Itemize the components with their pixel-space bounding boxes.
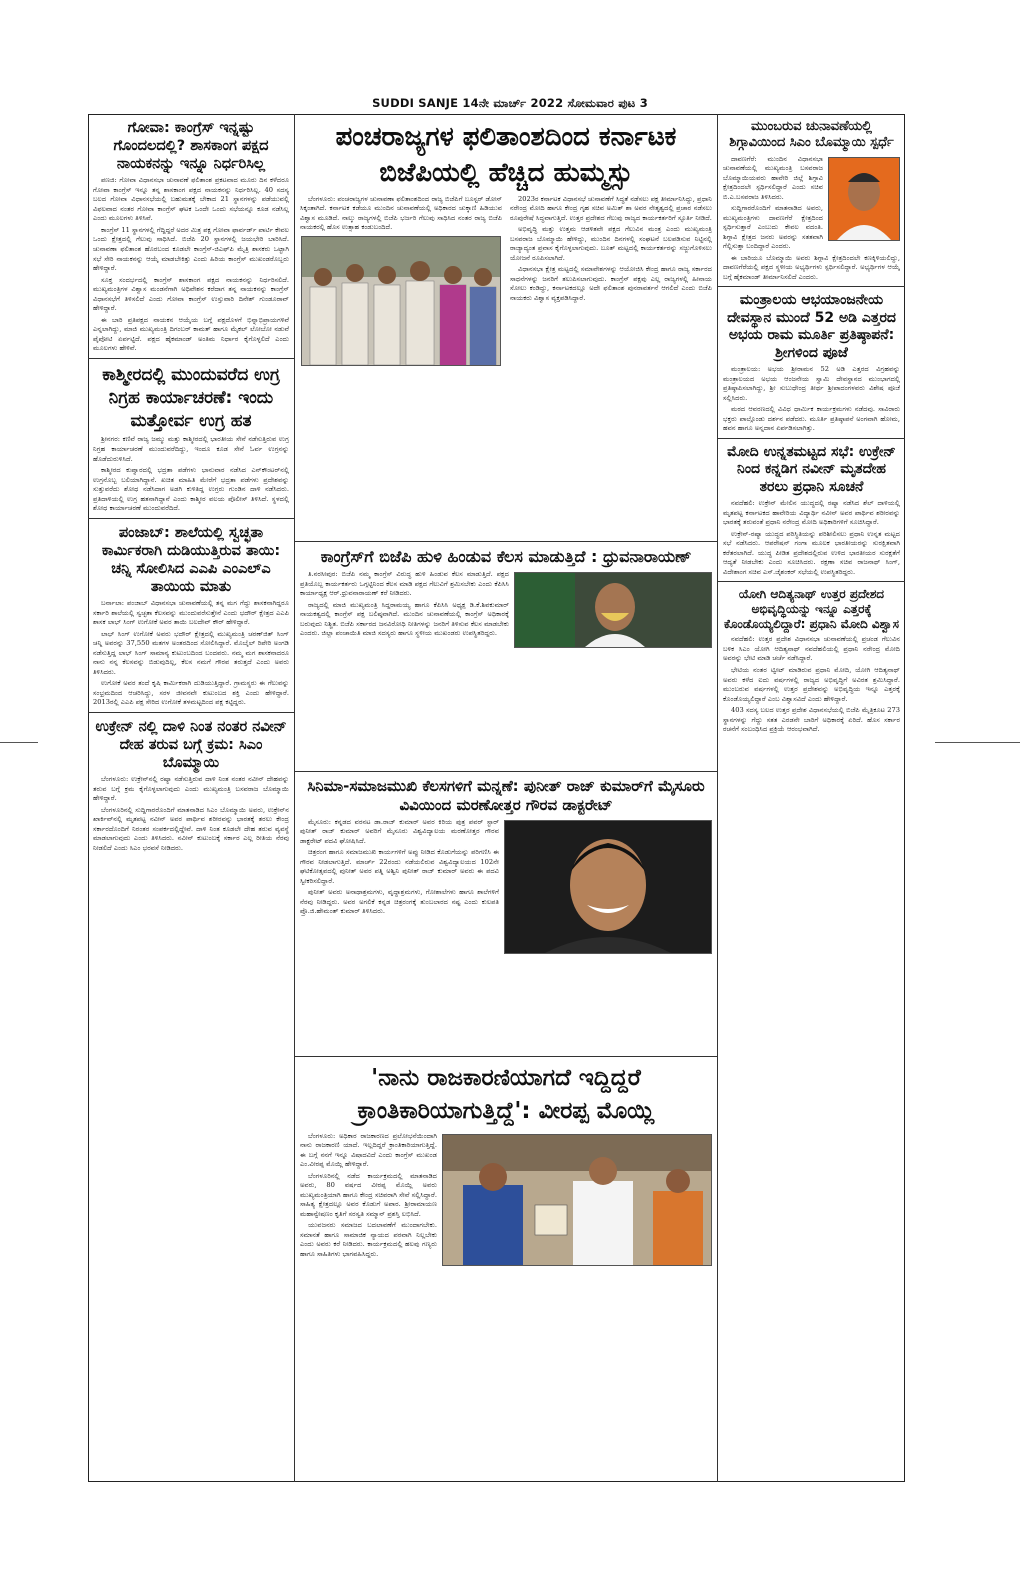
headline-punjab: ಪಂಜಾಬ್: ಶಾಲೆಯಲ್ಲಿ ಸ್ವಚ್ಛತಾ ಕಾರ್ಮಿಕರಾಗಿ ದುಡಿಯುತ್ತಿರುವ ತಾಯಿ: ಚನ್ನಿ ಸೋಲಿಸಿದ ಎಎಪಿ ಎಂಎಲ್‌ಎ ತಾಯಿಯ ಮಾತು: [101, 524, 281, 595]
paragraph: ತಿ.ನರಸೀಪುರ: ಬಿಜೆಪಿ ನಮ್ಮ ಕಾಂಗ್ರೆಸ್ ವಿರುದ್ಧ ಹುಳಿ ಹಿಂಡುವ ಕೆಲಸ ಮಾಡುತ್ತಿದೆ. ಪಕ್ಷದ ಪ್ರತಿಯೊಬ್ಬ ಕಾರ್ಯಕರ್ತರು ಒಗ್ಗಟ್ಟಿನಿಂದ ಕೆಲಸ ಮಾಡಿ ಪಕ್ಷದ ಗೆಲುವಿಗೆ ಶ್ರಮಿಸಬೇಕು ಎಂದು ಕೆಪಿಸಿಸಿ ಕಾರ್ಯಾಧ್ಯಕ್ಷ ಆರ್.ಧ್ರುವನಾರಾಯಣ್ ಕರೆ ನೀಡಿದರು.: [300, 570, 509, 598]
paragraph: ಬೆಂಗಳೂರು: ಪಂಚರಾಜ್ಯಗಳ ಚುನಾವಣಾ ಫಲಿತಾಂಶದಿಂದ ರಾಜ್ಯ ಬಿಜೆಪಿಗೆ ಬೂಸ್ಟರ್ ಡೋಸ್ ಸಿಕ್ಕಂತಾಗಿದೆ. ಕರ್ನಾಟಕ ಕಡೆಯೂ ಮುಂದಿನ ಚುನಾವಣೆಯಲ್ಲಿ ಅಧಿಕಾರದ ಚುಕ್ಕಾಣಿ ಹಿಡಿಯುವ ವಿಶ್ವಾಸ ಮೂಡಿದೆ. ನಾಲ್ಕು ರಾಜ್ಯಗಳಲ್ಲಿ ಬಿಜೆಪಿ ಭರ್ಜರಿ ಗೆಲುವು ಸಾಧಿಸಿದ ನಂತರ ರಾಜ್ಯ ಬಿಜೆಪಿ ನಾಯಕರಲ್ಲಿ ಹೊಸ ಉತ್ಸಾಹ ಕಂಡುಬಂದಿದೆ.: [300, 194, 502, 232]
article-body: [300, 195, 712, 366]
paragraph: ಮಠದ ಆವರಣದಲ್ಲಿ ವಿವಿಧ ಧಾರ್ಮಿಕ ಕಾರ್ಯಕ್ರಮಗಳು ನಡೆದವು. ಸಾವಿರಾರು ಭಕ್ತರು ಪಾಲ್ಗೊಂಡು ದರ್ಶನ ಪಡೆದರು. ಮೂರ್ತಿ ಪ್ರತಿಷ್ಠಾಪನೆ ಅಂಗವಾಗಿ ಹೋಮ, ಹವನ ಹಾಗೂ ಅನ್ನದಾನ ಏರ್ಪಡಿಸಲಾಗಿತ್ತು.: [723, 405, 900, 433]
article-dhruvanarayan: [295, 542, 717, 772]
headline-puneeth-doctorate: ಸಿನಿಮಾ-ಸಮಾಜಮುಖಿ ಕೆಲಸಗಳಿಗೆ ಮನ್ನಣೆ: ಪುನೀತ್ ರಾಜ್ ಕುಮಾರ್‌ಗೆ ಮೈಸೂರು ವಿವಿಯಿಂದ ಮರಣೋತ್ತರ ಗೌರವ ಡಾಕ್ಟರೇಟ್: [307, 777, 705, 814]
paragraph: ಈ ಬಾರಿಯೂ ಬೊಮ್ಮಾಯಿ ಅವರು ಶಿಗ್ಗಾವಿ ಕ್ಷೇತ್ರದಿಂದಲೇ ಕಣಕ್ಕಿಳಿಯಲಿದ್ದು, ದಾವಣಗೆರೆಯಲ್ಲಿ ಪಕ್ಷದ ಸ್ಥಳೀಯ ಅಭ್ಯರ್ಥಿಗಳು ಸ್ಪರ್ಧಿಸಲಿದ್ದಾರೆ. ಅಭ್ಯರ್ಥಿಗಳ ಆಯ್ಕೆ ಬಗ್ಗೆ ಹೈಕಮಾಂಡ್ ತೀರ್ಮಾನಿಸಲಿದೆ ಎಂದರು.: [723, 253, 900, 281]
article-body: [93, 176, 289, 353]
paragraph: ಬೆಂಗಳೂರಿನಲ್ಲಿ ಸುದ್ದಿಗಾರರೊಂದಿಗೆ ಮಾತನಾಡಿದ ಸಿಎಂ ಬೊಮ್ಮಾಯಿ ಅವರು, ಉಕ್ರೇನ್‌ನ ಖಾರ್ಕಿವ್‌ನಲ್ಲಿ ಮೃತಪಟ್ಟ ನವೀನ್ ಅವರ ಪಾರ್ಥಿವ ಶರೀರವನ್ನು ಭಾರತಕ್ಕೆ ತರಲು ಕೇಂದ್ರ ಸರ್ಕಾರದೊಂದಿಗೆ ನಿರಂತರ ಸಂಪರ್ಕದಲ್ಲಿದ್ದೇವೆ. ದಾಳಿ ನಿಂತ ಕೂಡಲೇ ದೇಹ ತರುವ ವ್ಯವಸ್ಥೆ ಮಾಡಲಾಗುವುದು ಎಂದು ತಿಳಿಸಿದರು. ನವೀನ್ ಕುಟುಂಬಕ್ಕೆ ಸರ್ಕಾರ ಎಲ್ಲ ರೀತಿಯ ನೆರವು ನೀಡಲಿದೆ ಎಂದು ಸಿಎಂ ಭರವಸೆ ನೀಡಿದರು.: [93, 805, 289, 852]
article-body: [723, 635, 900, 734]
dhruvanarayan-photo: [514, 572, 712, 648]
headline-ukraine-cm: ಉಕ್ರೇನ್ ನಲ್ಲಿ ದಾಳಿ ನಿಂತ ನಂತರ ನವೀನ್ ದೇಹ ತರುವ ಬಗ್ಗೆ ಕ್ರಮ: ಸಿಎಂ ಬೊಮ್ಮಾಯಿ: [95, 718, 287, 772]
paragraph: ಶ್ರೀನಗರ: ಕಣಿವೆ ರಾಜ್ಯ ಜಮ್ಮು ಮತ್ತು ಕಾಶ್ಮೀರದಲ್ಲಿ ಭಾರತೀಯ ಸೇನೆ ನಡೆಸುತ್ತಿರುವ ಉಗ್ರ ನಿಗ್ರಹ ಕಾರ್ಯಾಚರಣೆ ಮುಂದುವರೆದಿದ್ದು, ಇಂದೂ ಕೂಡ ಸೇನೆ ಓರ್ವ ಉಗ್ರನನ್ನು ಹೊಡೆದುರುಳಿಸಿದೆ.: [93, 435, 289, 463]
headline-dhruvanarayan: ಕಾಂಗ್ರೆಸ್‌ಗೆ ಬಿಜೆಪಿ ಹುಳಿ ಹಿಂಡುವ ಕೆಲಸ ಮಾಡುತ್ತಿದೆ : ಧ್ರುವನಾರಾಯಣ್: [320, 547, 692, 566]
moily-event-photo: [442, 1134, 712, 1266]
paragraph: ಯುವಜನರು ಸಮಾಜದ ಬದಲಾವಣೆಗೆ ಮುಂದಾಗಬೇಕು. ಸಮಾನತೆ ಹಾಗೂ ಸಾಮಾಜಿಕ ನ್ಯಾಯದ ಪರವಾಗಿ ನಿಲ್ಲಬೇಕು ಎಂದು ಅವರು ಕರೆ ನೀಡಿದರು. ಕಾರ್ಯಕ್ರಮದಲ್ಲಿ ಹಲವು ಗಣ್ಯರು ಹಾಗೂ ಸಾಹಿತಿಗಳು ಭಾಗವಹಿಸಿದ್ದರು.: [300, 1221, 437, 1258]
paragraph: ಉಗೋಕೆ ಅವರ ತಂದೆ ಕೃಷಿ ಕಾರ್ಮಿಕರಾಗಿ ದುಡಿಯುತ್ತಿದ್ದಾರೆ. ಗ್ರಾಮಸ್ಥರು ಈ ಗೆಲುವನ್ನು ಸಂಭ್ರಮದಿಂದ ಆಚರಿಸಿದ್ದು, ಸರಳ ಜೀವನವೇ ಕುಟುಂಬದ ಶಕ್ತಿ ಎಂದು ಹೇಳಿದ್ದಾರೆ. 2013ರಲ್ಲಿ ಎಎಪಿ ಪಕ್ಷ ಸೇರಿದ ಉಗೋಕೆ ತಳಮಟ್ಟದಿಂದ ಪಕ್ಷ ಕಟ್ಟಿದ್ದರು.: [93, 679, 289, 707]
paragraph: ಸುದ್ದಿಗಾರರೊಂದಿಗೆ ಮಾತನಾಡಿದ ಅವರು, ಮುಖ್ಯಮಂತ್ರಿಗಳು ದಾವಣಗೆರೆ ಕ್ಷೇತ್ರದಿಂದ ಸ್ಪರ್ಧಿಸುತ್ತಾರೆ ಎಂಬುದು ಕೇವಲ ವದಂತಿ. ಶಿಗ್ಗಾವಿ ಕ್ಷೇತ್ರದ ಜನರು ಅವರನ್ನು ಸತತವಾಗಿ ಗೆಲ್ಲಿಸುತ್ತಾ ಬಂದಿದ್ದಾರೆ ಎಂದರು.: [723, 204, 823, 251]
paragraph: ನವದೆಹಲಿ: ಉತ್ತರ ಪ್ರದೇಶ ವಿಧಾನಸಭಾ ಚುನಾವಣೆಯಲ್ಲಿ ಪ್ರಚಂಡ ಗೆಲುವಿನ ಬಳಿಕ ಸಿಎಂ ಯೋಗಿ ಆದಿತ್ಯನಾಥ್ ನವದೆಹಲಿಯಲ್ಲಿ ಪ್ರಧಾನಿ ನರೇಂದ್ರ ಮೋದಿ ಅವರನ್ನು ಭೇಟಿ ಮಾಡಿ ಚರ್ಚೆ ನಡೆಸಿದ್ದಾರೆ.: [723, 635, 900, 663]
article-body: [93, 599, 289, 708]
paragraph: ಮೈಸೂರು: ಕನ್ನಡದ ವರನಟ ಡಾ.ರಾಜ್ ಕುಮಾರ್ ಅವರ ಕಿರಿಯ ಪುತ್ರ ಪವರ್ ಸ್ಟಾರ್ ಪುನೀತ್ ರಾಜ್ ಕುಮಾರ್ ಅವರಿಗೆ ಮೈಸೂರು ವಿಶ್ವವಿದ್ಯಾಲಯ ಮರಣೋತ್ತರ ಗೌರವ ಡಾಕ್ಟರೇಟ್ ಪದವಿ ಘೋಷಿಸಿದೆ.: [300, 817, 499, 845]
article-modi-naveen: [718, 439, 905, 583]
paragraph: ಭೇಟಿಯ ನಂತರ ಟ್ವೀಟ್ ಮಾಡಿರುವ ಪ್ರಧಾನಿ ಮೋದಿ, ಯೋಗಿ ಆದಿತ್ಯನಾಥ್ ಅವರು ಕಳೆದ ಐದು ವರ್ಷಗಳಲ್ಲಿ ರಾಜ್ಯದ ಅಭಿವೃದ್ಧಿಗೆ ಅವಿರತ ಶ್ರಮಿಸಿದ್ದಾರೆ. ಮುಂಬರುವ ವರ್ಷಗಳಲ್ಲಿ ಉತ್ತರ ಪ್ರದೇಶವನ್ನು ಅಭಿವೃದ್ಧಿಯ ಇನ್ನೂ ಎತ್ತರಕ್ಕೆ ಕೊಂಡೊಯ್ಯಲಿದ್ದಾರೆ ಎಂಬ ವಿಶ್ವಾಸವಿದೆ ಎಂದು ಹೇಳಿದ್ದಾರೆ.: [723, 665, 900, 703]
right-column: [718, 114, 905, 1482]
article-goa-congress: [88, 114, 294, 359]
puneeth-portrait-photo: [504, 820, 712, 954]
middle-column: [295, 114, 718, 1482]
paragraph: ವಿಧಾನಸಭಾ ಕ್ಷೇತ್ರ ಮಟ್ಟದಲ್ಲಿ ಸಮಾವೇಶಗಳನ್ನು ಆಯೋಜಿಸಿ ಕೇಂದ್ರ ಹಾಗೂ ರಾಜ್ಯ ಸರ್ಕಾರದ ಸಾಧನೆಗಳನ್ನು ಜನರಿಗೆ ತಲುಪಿಸಲಾಗುವುದು. ಕಾಂಗ್ರೆಸ್ ಪಕ್ಷವು ಎಲ್ಲ ರಾಜ್ಯಗಳಲ್ಲಿ ಹೀನಾಯ ಸೋಲು ಕಂಡಿದ್ದು, ಕರ್ನಾಟಕದಲ್ಲೂ ಅದೇ ಫಲಿತಾಂಶ ಪುನರಾವರ್ತನೆ ಆಗಲಿದೆ ಎಂದು ಬಿಜೆಪಿ ನಾಯಕರು ವಿಶ್ವಾಸ ವ್ಯಕ್ತಪಡಿಸಿದ್ದಾರೆ.: [510, 265, 712, 302]
paragraph: ಅಭಿವೃದ್ಧಿ ಮತ್ತು ಉತ್ತಮ ಆಡಳಿತವೇ ಪಕ್ಷದ ಗೆಲುವಿನ ಮಂತ್ರ ಎಂದು ಮುಖ್ಯಮಂತ್ರಿ ಬಸವರಾಜ ಬೊಮ್ಮಾಯಿ ಹೇಳಿದ್ದು, ಮುಂದಿನ ದಿನಗಳಲ್ಲಿ ಸಂಘಟನೆ ಬಲಪಡಿಸುವ ನಿಟ್ಟಿನಲ್ಲಿ ರಾಜ್ಯಾದ್ಯಂತ ಪ್ರವಾಸ ಕೈಗೊಳ್ಳಲಾಗುವುದು. ಬೂತ್ ಮಟ್ಟದಲ್ಲಿ ಕಾರ್ಯಕರ್ತರನ್ನು ಸಜ್ಜುಗೊಳಿಸಲು ಯೋಜನೆ ರೂಪಿಸಲಾಗಿದೆ.: [510, 225, 712, 262]
headline-yogi-modi: ಯೋಗಿ ಆದಿತ್ಯನಾಥ್ ಉತ್ತರ ಪ್ರದೇಶದ ಅಭಿವೃದ್ಧಿಯನ್ನು ಇನ್ನೂ ಎತ್ತರಕ್ಕೆ ಕೊಂಡೊಯ್ಯಲಿದ್ದಾರೆ: ಪ್ರಧಾನಿ ಮೋದಿ ವಿಶ್ವಾಸ: [723, 587, 900, 632]
paragraph: ದಾವಣಗೆರೆ: ಮುಂದಿನ ವಿಧಾನಸಭಾ ಚುನಾವಣೆಯಲ್ಲಿ ಮುಖ್ಯಮಂತ್ರಿ ಬಸವರಾಜ ಬೊಮ್ಮಾಯಿಯವರು ಹಾವೇರಿ ಜಿಲ್ಲೆ ಶಿಗ್ಗಾವಿ ಕ್ಷೇತ್ರದಿಂದಲೇ ಸ್ಪರ್ಧಿಸಲಿದ್ದಾರೆ ಎಂದು ಸಚಿವ ಬಿ.ಎ.ಬಸವರಾಜ ತಿಳಿಸಿದರು.: [723, 154, 823, 201]
article-kashmir: [88, 359, 294, 519]
paragraph: ನವದೆಹಲಿ: ಉಕ್ರೇನ್ ಮೇಲಿನ ಯುದ್ಧದಲ್ಲಿ ರಷ್ಯಾ ನಡೆಸಿದ ಶೆಲ್ ದಾಳಿಯಲ್ಲಿ ಮೃತಪಟ್ಟ ಕರ್ನಾಟಕದ ಹಾವೇರಿಯ ವಿದ್ಯಾರ್ಥಿ ನವೀನ್ ಅವರ ಪಾರ್ಥಿವ ಶರೀರವನ್ನು ಭಾರತಕ್ಕೆ ತರುವಂತೆ ಪ್ರಧಾನಿ ನರೇಂದ್ರ ಮೋದಿ ಅಧಿಕಾರಿಗಳಿಗೆ ಸೂಚಿಸಿದ್ದಾರೆ.: [723, 499, 900, 527]
headline-bjp-karnataka: ಪಂಚರಾಜ್ಯಗಳ ಫಲಿತಾಂಶದಿಂದ ಕರ್ನಾಟಕ ಬಿಜೆಪಿಯಲ್ಲಿ ಹೆಚ್ಚಿದ ಹುಮ್ಮಸ್ಸು: [335, 122, 677, 189]
paragraph: ಬೆಂಗಳೂರಿನಲ್ಲಿ ನಡೆದ ಕಾರ್ಯಕ್ರಮದಲ್ಲಿ ಮಾತನಾಡಿದ ಅವರು, 80 ವರ್ಷದ ವೀರಪ್ಪ ಮೊಯ್ಲಿ ಅವರು ಮುಖ್ಯಮಂತ್ರಿಯಾಗಿ ಹಾಗೂ ಕೇಂದ್ರ ಸಚಿವರಾಗಿ ಸೇವೆ ಸಲ್ಲಿಸಿದ್ದಾರೆ. ಸಾಹಿತ್ಯ ಕ್ಷೇತ್ರದಲ್ಲೂ ಅವರ ಕೊಡುಗೆ ಅಪಾರ. ಶ್ರೀರಾಮಾಯಣ ಮಹಾನ್ವೇಷಣಂ ಕೃತಿಗೆ ಸರಸ್ವತಿ ಸಮ್ಮಾನ್ ಪ್ರಶಸ್ತಿ ಲಭಿಸಿದೆ.: [300, 1171, 437, 1218]
left-column: [88, 114, 295, 1482]
paragraph: ಬೆಂಗಳೂರು: ಉಕ್ರೇನ್‌ನಲ್ಲಿ ರಷ್ಯಾ ನಡೆಸುತ್ತಿರುವ ದಾಳಿ ನಿಂತ ನಂತರ ನವೀನ್ ದೇಹವನ್ನು ತರುವ ಬಗ್ಗೆ ಕ್ರಮ ಕೈಗೊಳ್ಳಲಾಗುವುದು ಎಂದು ಮುಖ್ಯಮಂತ್ರಿ ಬಸವರಾಜ ಬೊಮ್ಮಾಯಿ ಹೇಳಿದ್ದಾರೆ.: [93, 775, 289, 803]
bommai-photo: [828, 157, 900, 241]
paragraph: ಈ ಬಾರಿ ಪ್ರತಿಪಕ್ಷದ ನಾಯಕನ ಆಯ್ಕೆಯ ಬಗ್ಗೆ ಪಕ್ಷದೊಳಗೆ ಭಿನ್ನಾಭಿಪ್ರಾಯಗಳಿವೆ ಎನ್ನಲಾಗಿದ್ದು, ಮಾಜಿ ಮುಖ್ಯಮಂತ್ರಿ ದಿಗಂಬರ್ ಕಾಮತ್ ಹಾಗೂ ಮೈಕಲ್ ಲೋಬೋ ನಡುವೆ ಪೈಪೋಟಿ ಏರ್ಪಟ್ಟಿದೆ. ಪಕ್ಷದ ಹೈಕಮಾಂಡ್ ಅಂತಿಮ ನಿರ್ಧಾರ ಕೈಗೊಳ್ಳಲಿದೆ ಎಂದು ಮೂಲಗಳು ಹೇಳಿವೆ.: [93, 315, 289, 353]
paragraph: ಸೂಕ್ತ ಸಂದರ್ಭದಲ್ಲಿ ಕಾಂಗ್ರೆಸ್ ಶಾಸಕಾಂಗ ಪಕ್ಷದ ನಾಯಕನನ್ನು ನಿರ್ಧರಿಸಲಿದೆ. ಮುಖ್ಯಮಂತ್ರಿಗಳ ವಿಶ್ವಾಸ ಮಂಡನೆಗಾಗಿ ಅಧಿವೇಶನ ಕರೆದಾಗ ತನ್ನ ನಾಯಕನನ್ನು ಕಾಂಗ್ರೆಸ್ ವಿಧಾನಸಭೆಗೆ ತಿಳಿಸಲಿದೆ ಎಂದು ಗೋವಾ ಕಾಂಗ್ರೆಸ್ ಉಸ್ತುವಾರಿ ದಿನೇಶ್ ಗುಂಡೂರಾವ್ ಹೇಳಿದ್ದಾರೆ.: [93, 275, 289, 313]
headline-mantralaya: ಮಂತ್ರಾಲಯ ಆಭಯಾಂಜನೇಯ ದೇವಸ್ಥಾನ ಮುಂದೆ 52 ಅಡಿ ಎತ್ತರದ ಅಭಯ ರಾಮ ಮೂರ್ತಿ ಪ್ರತಿಷ್ಠಾಪನೆ: ಶ್ರೀಗಳಿಂದ ಪೂಜೆ: [727, 292, 896, 361]
paragraph: ಬೆಂಗಳೂರು: ಅಧಿಕಾರ ರಾಜಕಾರಣದ ಪ್ರಲೋಭನೆಯಿಂದಾಗಿ ನಾನು ರಾಜಕಾರಣಿ ಯಾದೆ. ಇಲ್ಲದಿದ್ದರೆ ಕ್ರಾಂತಿಕಾರಿಯಾಗುತ್ತಿದ್ದೆ. ಈ ಬಗ್ಗೆ ನನಗೆ ಇನ್ನೂ ವಿಷಾದವಿದೆ ಎಂದು ಕಾಂಗ್ರೆಸ್ ಮುಖಂಡ ಎಂ.ವೀರಪ್ಪ ಮೊಯ್ಲಿ ಹೇಳಿದ್ದಾರೆ.: [300, 1131, 437, 1169]
article-bjp-karnataka: [295, 114, 717, 542]
paragraph: ಪುನೀತ್ ಅವರು ಅನಾಥಾಶ್ರಮಗಳು, ವೃದ್ಧಾಶ್ರಮಗಳು, ಗೋಶಾಲೆಗಳು ಹಾಗೂ ಶಾಲೆಗಳಿಗೆ ನೆರವು ನೀಡಿದ್ದರು. ಅವರ ಅಗಲಿಕೆ ಕನ್ನಡ ಚಿತ್ರರಂಗಕ್ಕೆ ತುಂಬಲಾರದ ನಷ್ಟ ಎಂದು ಕುಲಪತಿ ಪ್ರೊ.ಜಿ.ಹೇಮಂತ್ ಕುಮಾರ್ ತಿಳಿಸಿದರು.: [300, 888, 499, 916]
headline-bommai-shiggaon: ಮುಂಬರುವ ಚುನಾವಣೆಯಲ್ಲಿ ಶಿಗ್ಗಾವಿಯಿಂದ ಸಿಎಂ ಬೊಮ್ಮಾಯಿ ಸ್ಪರ್ಧೆ: [729, 119, 894, 151]
paragraph: 403 ಸದಸ್ಯ ಬಲದ ಉತ್ತರ ಪ್ರದೇಶ ವಿಧಾನಸಭೆಯಲ್ಲಿ ಬಿಜೆಪಿ ಮೈತ್ರಿಕೂಟ 273 ಸ್ಥಾನಗಳನ್ನು ಗೆದ್ದು ಸತತ ಎರಡನೇ ಬಾರಿಗೆ ಅಧಿಕಾರಕ್ಕೆ ಏರಿದೆ. ಹೊಸ ಸರ್ಕಾರ ರಚನೆಗೆ ಸಂಬಂಧಿಸಿದ ಪ್ರಕ್ರಿಯೆ ಆರಂಭವಾಗಿದೆ.: [723, 706, 900, 734]
headline-modi-naveen: ಮೋದಿ ಉನ್ನತಮಟ್ಟದ ಸಭೆ: ಉಕ್ರೇನ್ ನಿಂದ ಕನ್ನಡಿಗ ನವೀನ್ ಮೃತದೇಹ ತರಲು ಪ್ರಧಾನಿ ಸೂಚನೆ: [727, 443, 896, 495]
paragraph: ಮಂತ್ರಾಲಯ: ಅಭಯ ಶ್ರೀರಾಮನ 52 ಅಡಿ ಎತ್ತರದ ವಿಗ್ರಹವನ್ನು ಮಂತ್ರಾಲಯದ ಅಭಯ ಆಂಜನೇಯ ಸ್ವಾಮಿ ದೇವಸ್ಥಾನದ ಮುಂಭಾಗದಲ್ಲಿ ಪ್ರತಿಷ್ಠಾಪಿಸಲಾಗಿದ್ದು, ಶ್ರೀ ಸುಬುಧೇಂದ್ರ ತೀರ್ಥ ಶ್ರೀಪಾದಂಗಳವರು ವಿಶೇಷ ಪೂಜೆ ಸಲ್ಲಿಸಿದರು.: [723, 365, 900, 402]
paragraph: ರಾಜ್ಯದಲ್ಲಿ ಮಾಜಿ ಮುಖ್ಯಮಂತ್ರಿ ಸಿದ್ದರಾಮಯ್ಯ ಹಾಗೂ ಕೆಪಿಸಿಸಿ ಅಧ್ಯಕ್ಷ ಡಿ.ಕೆ.ಶಿವಕುಮಾರ್ ನಾಯಕತ್ವದಲ್ಲಿ ಕಾಂಗ್ರೆಸ್ ಪಕ್ಷ ಬಲಿಷ್ಠವಾಗಿದೆ. ಮುಂದಿನ ಚುನಾವಣೆಯಲ್ಲಿ ಕಾಂಗ್ರೆಸ್ ಅಧಿಕಾರಕ್ಕೆ ಬರುವುದು ನಿಶ್ಚಿತ. ಬಿಜೆಪಿ ಸರ್ಕಾರದ ಜನವಿರೋಧಿ ನೀತಿಗಳನ್ನು ಜನರಿಗೆ ತಿಳಿಸುವ ಕೆಲಸ ಮಾಡಬೇಕು ಎಂದರು. ಜಿಲ್ಲಾ ಪಂಚಾಯಿತಿ ಮಾಜಿ ಸದಸ್ಯರು ಹಾಗೂ ಸ್ಥಳೀಯ ಮುಖಂಡರು ಉಪಸ್ಥಿತರಿದ್ದರು.: [300, 600, 509, 638]
paragraph: ಪಣಜಿ: ಗೋವಾ ವಿಧಾನಸಭಾ ಚುನಾವಣೆ ಫಲಿತಾಂಶ ಪ್ರಕಟವಾದ ಮೂರು ದಿನ ಕಳೆದರೂ ಗೋವಾ ಕಾಂಗ್ರೆಸ್ ಇನ್ನೂ ತನ್ನ ಶಾಸಕಾಂಗ ಪಕ್ಷದ ನಾಯಕನನ್ನು ನಿರ್ಧರಿಸಿಲ್ಲ. 40 ಸದಸ್ಯ ಬಲದ ಗೋವಾ ವಿಧಾನಸಭೆಯಲ್ಲಿ ಬಹುಮತಕ್ಕೆ ಬೇಕಾದ 21 ಸ್ಥಾನಗಳನ್ನು ಪಡೆಯುವಲ್ಲಿ ವಿಫಲವಾದ ನಂತರ ಗೋವಾ ಕಾಂಗ್ರೆಸ್ ಘಟಕ ಒಂದೇ ಒಂದು ಸಭೆಯನ್ನೂ ಕೂಡ ನಡೆಸಿಲ್ಲ ಎಂದು ಮೂಲಗಳು ತಿಳಿಸಿವೆ.: [93, 176, 289, 223]
bjp-leaders-photo: [301, 236, 501, 366]
headline-goa-congress: ಗೋವಾ: ಕಾಂಗ್ರೆಸ್ ಇನ್ನಷ್ಟು ಗೊಂದಲದಲ್ಲಿ? ಶಾಸಕಾಂಗ ಪಕ್ಷದ ನಾಯಕನನ್ನು ಇನ್ನೂ ನಿರ್ಧರಿಸಿಲ್ಲ: [113, 120, 269, 173]
article-puneeth-doctorate: [295, 772, 717, 1057]
paragraph: ಕಾಂಗ್ರೆಸ್ 11 ಸ್ಥಾನಗಳಲ್ಲಿ ಗೆದ್ದಿದ್ದರೆ ಅದರ ಮಿತ್ರ ಪಕ್ಷ ಗೋವಾ ಫಾರ್ವರ್ಡ್ ಪಾರ್ಟಿ ಕೇವಲ ಒಂದು ಕ್ಷೇತ್ರದಲ್ಲಿ ಗೆಲುವು ಸಾಧಿಸಿದೆ. ಬಿಜೆಪಿ 20 ಸ್ಥಾನಗಳಲ್ಲಿ ಜಯಭೇರಿ ಬಾರಿಸಿದೆ. ಚುನಾವಣಾ ಫಲಿತಾಂಶ ಹೊರಬಂದ ಕೂಡಲೇ ಕಾಂಗ್ರೆಸ್-ಜಿಎಫ್‌ಪಿ ಮೈತ್ರಿ ಶಾಸಕರು ಒಟ್ಟಾಗಿ ಸಭೆ ಸೇರಿ ನಾಯಕನನ್ನು ಆಯ್ಕೆ ಮಾಡಬೇಕಿತ್ತು ಎಂದು ಹಿರಿಯ ಕಾಂಗ್ರೆಸ್ ಮುಖಂಡರೊಬ್ಬರು ಹೇಳಿದ್ದಾರೆ.: [93, 225, 289, 273]
fold-mark-right: [935, 742, 1020, 743]
article-mantralaya: [718, 287, 905, 439]
article-body: [723, 499, 900, 577]
headline-veerappa-moily: 'ನಾನು ರಾಜಕಾರಣಿಯಾಗದೆ ಇದ್ದಿದ್ದರೆ ಕ್ರಾಂತಿಕಾರಿಯಾಗುತ್ತಿದ್ದೆ': ವೀರಪ್ಪ ಮೊಯ್ಲಿ: [357, 1065, 655, 1125]
paragraph: ಲಾಭ್ ಸಿಂಗ್ ಉಗೋಕೆ ಅವರು ಭದೌರ್ ಕ್ಷೇತ್ರದಲ್ಲಿ ಮುಖ್ಯಮಂತ್ರಿ ಚರಣ್‌ಜಿತ್ ಸಿಂಗ್ ಚನ್ನಿ ಅವರನ್ನು 37,550 ಮತಗಳ ಅಂತರದಿಂದ ಸೋಲಿಸಿದ್ದಾರೆ. ಮೊಬೈಲ್ ರಿಪೇರಿ ಅಂಗಡಿ ನಡೆಸುತ್ತಿದ್ದ ಲಾಭ್ ಸಿಂಗ್ ಸಾಮಾನ್ಯ ಕುಟುಂಬದಿಂದ ಬಂದವರು. ನಮ್ಮ ಮಗ ಶಾಸಕನಾದರೂ ನಾನು ನನ್ನ ಕೆಲಸವನ್ನು ಬಿಡುವುದಿಲ್ಲ, ಕೆಲಸ ನಮಗೆ ಗೌರವ ತರುತ್ತದೆ ಎಂದು ಅವರು ತಿಳಿಸಿದರು.: [93, 629, 289, 676]
paragraph: ಬರ್ನಾಲಾ: ಪಂಜಾಬ್ ವಿಧಾನಸಭಾ ಚುನಾವಣೆಯಲ್ಲಿ ತನ್ನ ಮಗ ಗೆದ್ದು ಶಾಸಕನಾಗಿದ್ದರೂ ಸರ್ಕಾರಿ ಶಾಲೆಯಲ್ಲಿ ಸ್ವಚ್ಛತಾ ಕೆಲಸವನ್ನು ಮುಂದುವರೆಸುತ್ತೇನೆ ಎಂದು ಭದೌರ್ ಕ್ಷೇತ್ರದ ಎಎಪಿ ಶಾಸಕ ಲಾಭ್ ಸಿಂಗ್ ಉಗೋಕೆ ಅವರ ತಾಯಿ ಬಲದೇವ್ ಕೌರ್ ಹೇಳಿದ್ದಾರೆ.: [93, 599, 289, 627]
paragraph: 2023ರ ಕರ್ನಾಟಕ ವಿಧಾನಸಭೆ ಚುನಾವಣೆಗೆ ಸಿದ್ಧತೆ ನಡೆಸಲು ಪಕ್ಷ ತೀರ್ಮಾನಿಸಿದ್ದು, ಪ್ರಧಾನಿ ನರೇಂದ್ರ ಮೋದಿ ಹಾಗೂ ಕೇಂದ್ರ ಗೃಹ ಸಚಿವ ಅಮಿತ್ ಶಾ ಅವರ ನೇತೃತ್ವದಲ್ಲಿ ಪ್ರಚಾರ ನಡೆಸಲು ರೂಪುರೇಷೆ ಸಿದ್ಧವಾಗುತ್ತಿದೆ. ಉತ್ತರ ಪ್ರದೇಶದ ಗೆಲುವು ರಾಜ್ಯದ ಕಾರ್ಯಕರ್ತರಿಗೆ ಸ್ಫೂರ್ತಿ ನೀಡಿದೆ.: [510, 194, 712, 222]
paragraph: ಕಾಶ್ಮೀರದ ಕುಪ್ವಾರದಲ್ಲಿ ಭದ್ರತಾ ಪಡೆಗಳು ಭಾನುವಾರ ನಡೆಸಿದ ಎನ್‌ಕೌಂಟರ್‌ನಲ್ಲಿ ಉಗ್ರನೊಬ್ಬ ಬಲಿಯಾಗಿದ್ದಾನೆ. ಖಚಿತ ಮಾಹಿತಿ ಮೇರೆಗೆ ಭದ್ರತಾ ಪಡೆಗಳು ಪ್ರದೇಶವನ್ನು ಸುತ್ತುವರೆದು ಶೋಧ ನಡೆಸಿದಾಗ ಅಡಗಿ ಕುಳಿತಿದ್ದ ಉಗ್ರರು ಗುಂಡಿನ ದಾಳಿ ನಡೆಸಿದರು. ಪ್ರತಿದಾಳಿಯಲ್ಲಿ ಉಗ್ರ ಹತನಾಗಿದ್ದಾನೆ ಎಂದು ಕಾಶ್ಮೀರ ವಲಯ ಪೊಲೀಸ್ ತಿಳಿಸಿದೆ. ಸ್ಥಳದಲ್ಲಿ ಶೋಧ ಕಾರ್ಯಾಚರಣೆ ಮುಂದುವರೆದಿದೆ.: [93, 466, 289, 513]
paragraph: ಉಕ್ರೇನ್-ರಷ್ಯಾ ಯುದ್ಧದ ಪರಿಸ್ಥಿತಿಯನ್ನು ಪರಿಶೀಲಿಸಲು ಪ್ರಧಾನಿ ಉನ್ನತ ಮಟ್ಟದ ಸಭೆ ನಡೆಸಿದರು. ಆಪರೇಷನ್ ಗಂಗಾ ಮೂಲಕ ಭಾರತೀಯರನ್ನು ಸುರಕ್ಷಿತವಾಗಿ ಕರೆತರಲಾಗಿದೆ. ಯುದ್ಧ ಪೀಡಿತ ಪ್ರದೇಶದಲ್ಲಿರುವ ಉಳಿದ ಭಾರತೀಯರ ಸುರಕ್ಷತೆಗೆ ಆದ್ಯತೆ ನೀಡಬೇಕು ಎಂದು ಸೂಚಿಸಿದರು. ರಕ್ಷಣಾ ಸಚಿವ ರಾಜನಾಥ್ ಸಿಂಗ್, ವಿದೇಶಾಂಗ ಸಚಿವ ಎಸ್.ಜೈಶಂಕರ್ ಸಭೆಯಲ್ಲಿ ಉಪಸ್ಥಿತರಿದ್ದರು.: [723, 529, 900, 576]
paragraph: ಚಿತ್ರರಂಗ ಹಾಗೂ ಸಮಾಜಮುಖಿ ಕಾರ್ಯಗಳಿಗೆ ಅಪ್ಪು ನೀಡಿದ ಕೊಡುಗೆಯನ್ನು ಪರಿಗಣಿಸಿ ಈ ಗೌರವ ನೀಡಲಾಗುತ್ತಿದೆ. ಮಾರ್ಚ್ 22ರಂದು ನಡೆಯಲಿರುವ ವಿಶ್ವವಿದ್ಯಾಲಯದ 102ನೇ ಘಟಿಕೋತ್ಸವದಲ್ಲಿ ಪುನೀತ್ ಅವರ ಪತ್ನಿ ಅಶ್ವಿನಿ ಪುನೀತ್ ರಾಜ್ ಕುಮಾರ್ ಅವರು ಈ ಪದವಿ ಸ್ವೀಕರಿಸಲಿದ್ದಾರೆ.: [300, 848, 499, 885]
article-body: [723, 365, 900, 434]
fold-mark-left: [0, 742, 38, 743]
article-punjab: [88, 519, 294, 713]
article-veerappa-moily: [295, 1057, 717, 1263]
article-body: [93, 775, 289, 853]
article-yogi-modi: [718, 582, 905, 738]
headline-kashmir: ಕಾಶ್ಮೀರದಲ್ಲಿ ಮುಂದುವರೆದ ಉಗ್ರ ನಿಗ್ರಹ ಕಾರ್ಯಾಚರಣೆ: ಇಂದು ಮತ್ತೋರ್ವ ಉಗ್ರ ಹತ: [102, 364, 280, 431]
article-bommai-shiggaon: [718, 114, 905, 287]
article-ukraine-cm: [88, 713, 294, 858]
article-body: [93, 435, 289, 513]
page-masthead: SUDDI SANJE 14ನೇ ಮಾರ್ಚ್ 2022 ಸೋಮವಾರ ಪುಟ 3: [372, 96, 648, 110]
